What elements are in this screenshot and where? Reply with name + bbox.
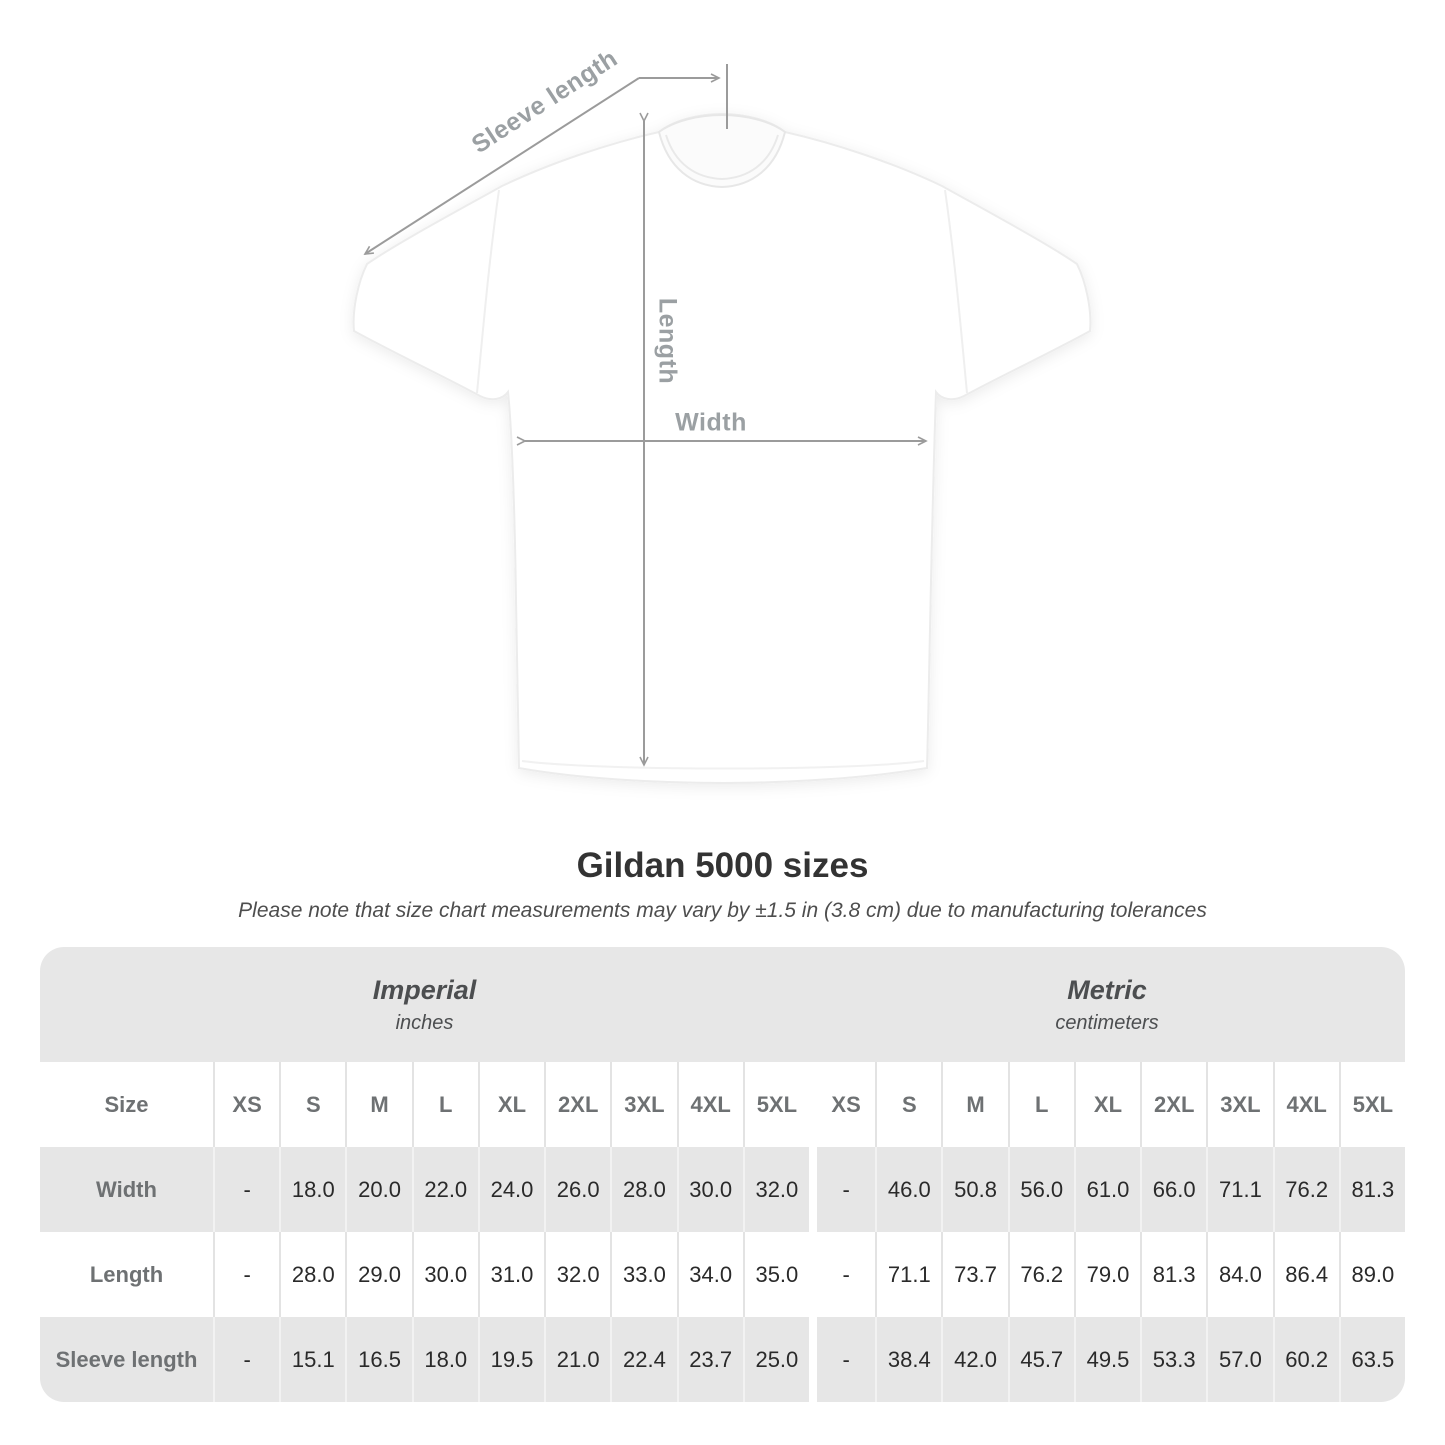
length-metric-5xl: 89.0	[1339, 1232, 1405, 1317]
length-imperial-5xl: 35.0	[743, 1232, 809, 1317]
col-header-metric-2xl: 2XL	[1140, 1062, 1206, 1147]
imperial-label: Imperial	[372, 974, 477, 1005]
length-metric-2xl: 81.3	[1140, 1232, 1206, 1317]
col-header-imperial-4xl: 4XL	[677, 1062, 743, 1147]
sleeve-metric-l: 45.7	[1008, 1317, 1074, 1402]
length-imperial-xl: 31.0	[478, 1232, 544, 1317]
unit-header-band	[40, 947, 1405, 1062]
sleeve-imperial-xs: -	[213, 1317, 279, 1402]
length-metric-l: 76.2	[1008, 1232, 1074, 1317]
page-subtitle: Please note that size chart measurements may vary by ±1.5 in (3.8 cm) due to manufacturing tolerances	[238, 899, 1207, 922]
length-imperial-2xl: 32.0	[544, 1232, 610, 1317]
table-row-sleeve-length	[40, 1317, 1405, 1402]
row-label-length: Length	[89, 1261, 164, 1287]
length-imperial-3xl: 33.0	[610, 1232, 676, 1317]
length-imperial-s: 28.0	[279, 1232, 345, 1317]
row-label-width: Width	[96, 1176, 157, 1202]
sleeve-imperial-l: 18.0	[412, 1317, 478, 1402]
col-header-imperial-m: M	[345, 1062, 411, 1147]
sleeve-metric-4xl: 60.2	[1273, 1317, 1339, 1402]
page-title: Gildan 5000 sizes	[576, 846, 869, 885]
sleeve-imperial-2xl: 21.0	[544, 1317, 610, 1402]
width-metric-5xl: 81.3	[1339, 1147, 1405, 1232]
sleeve-metric-3xl: 57.0	[1206, 1317, 1272, 1402]
sleeve-imperial-5xl: 25.0	[743, 1317, 809, 1402]
table-row-length	[40, 1232, 1405, 1317]
col-header-imperial-l: L	[412, 1062, 478, 1147]
width-metric-m: 50.8	[941, 1147, 1007, 1232]
length-imperial-m: 29.0	[345, 1232, 411, 1317]
imperial-section-header	[40, 947, 809, 1062]
size-header-row	[40, 1062, 1405, 1147]
width-metric-xs: -	[809, 1147, 875, 1232]
sleeve-imperial-3xl: 22.4	[610, 1317, 676, 1402]
imperial-unit: inches	[395, 1011, 454, 1034]
tshirt-outline	[354, 114, 1091, 783]
sleeve-metric-2xl: 53.3	[1140, 1317, 1206, 1402]
col-header-metric-xs: XS	[809, 1062, 875, 1147]
tshirt-shape	[354, 114, 1091, 783]
length-metric-s: 71.1	[875, 1232, 941, 1317]
sleeve-metric-s: 38.4	[875, 1317, 941, 1402]
sleeve-metric-m: 42.0	[941, 1317, 1007, 1402]
sleeve-imperial-xl: 19.5	[478, 1317, 544, 1402]
length-imperial-l: 30.0	[412, 1232, 478, 1317]
col-header-imperial-xs: XS	[213, 1062, 279, 1147]
length-metric-3xl: 84.0	[1206, 1232, 1272, 1317]
col-header-imperial-s: S	[279, 1062, 345, 1147]
width-imperial-s: 18.0	[279, 1147, 345, 1232]
metric-unit: centimeters	[1055, 1011, 1159, 1034]
sleeve-metric-xs: -	[809, 1317, 875, 1402]
size-column-header: Size	[104, 1091, 149, 1117]
metric-label: Metric	[1067, 974, 1147, 1005]
length-imperial-4xl: 34.0	[677, 1232, 743, 1317]
width-imperial-l: 22.0	[412, 1147, 478, 1232]
sleeve-length-label: Sleeve length	[466, 44, 623, 159]
width-metric-l: 56.0	[1008, 1147, 1074, 1232]
col-header-metric-3xl: 3XL	[1206, 1062, 1272, 1147]
col-header-metric-s: S	[875, 1062, 941, 1147]
size-table	[40, 947, 1405, 1402]
table-row-width	[40, 1147, 1405, 1232]
length-imperial-xs: -	[213, 1232, 279, 1317]
length-metric-xl: 79.0	[1074, 1232, 1140, 1317]
sleeve-metric-xl: 49.5	[1074, 1317, 1140, 1402]
metric-section-header	[809, 947, 1405, 1062]
col-header-imperial-2xl: 2XL	[544, 1062, 610, 1147]
row-label-sleeve-length: Sleeve length	[55, 1346, 198, 1372]
sleeve-imperial-s: 15.1	[279, 1317, 345, 1402]
sleeve-imperial-m: 16.5	[345, 1317, 411, 1402]
col-header-metric-l: L	[1008, 1062, 1074, 1147]
width-label: Width	[675, 408, 747, 437]
col-header-imperial-5xl: 5XL	[743, 1062, 809, 1147]
width-metric-s: 46.0	[875, 1147, 941, 1232]
width-imperial-m: 20.0	[345, 1147, 411, 1232]
width-metric-4xl: 76.2	[1273, 1147, 1339, 1232]
length-label: Length	[653, 297, 682, 385]
width-imperial-xl: 24.0	[478, 1147, 544, 1232]
width-metric-2xl: 66.0	[1140, 1147, 1206, 1232]
col-header-metric-4xl: 4XL	[1273, 1062, 1339, 1147]
width-metric-3xl: 71.1	[1206, 1147, 1272, 1232]
width-metric-xl: 61.0	[1074, 1147, 1140, 1232]
col-header-imperial-xl: XL	[478, 1062, 544, 1147]
col-header-metric-xl: XL	[1074, 1062, 1140, 1147]
width-imperial-2xl: 26.0	[544, 1147, 610, 1232]
col-header-metric-m: M	[941, 1062, 1007, 1147]
sleeve-imperial-4xl: 23.7	[677, 1317, 743, 1402]
col-header-imperial-3xl: 3XL	[610, 1062, 676, 1147]
col-header-metric-5xl: 5XL	[1339, 1062, 1405, 1147]
length-metric-m: 73.7	[941, 1232, 1007, 1317]
sleeve-metric-5xl: 63.5	[1339, 1317, 1405, 1402]
width-imperial-4xl: 30.0	[677, 1147, 743, 1232]
width-imperial-3xl: 28.0	[610, 1147, 676, 1232]
width-imperial-5xl: 32.0	[743, 1147, 809, 1232]
width-imperial-xs: -	[213, 1147, 279, 1232]
length-metric-4xl: 86.4	[1273, 1232, 1339, 1317]
length-metric-xs: -	[809, 1232, 875, 1317]
